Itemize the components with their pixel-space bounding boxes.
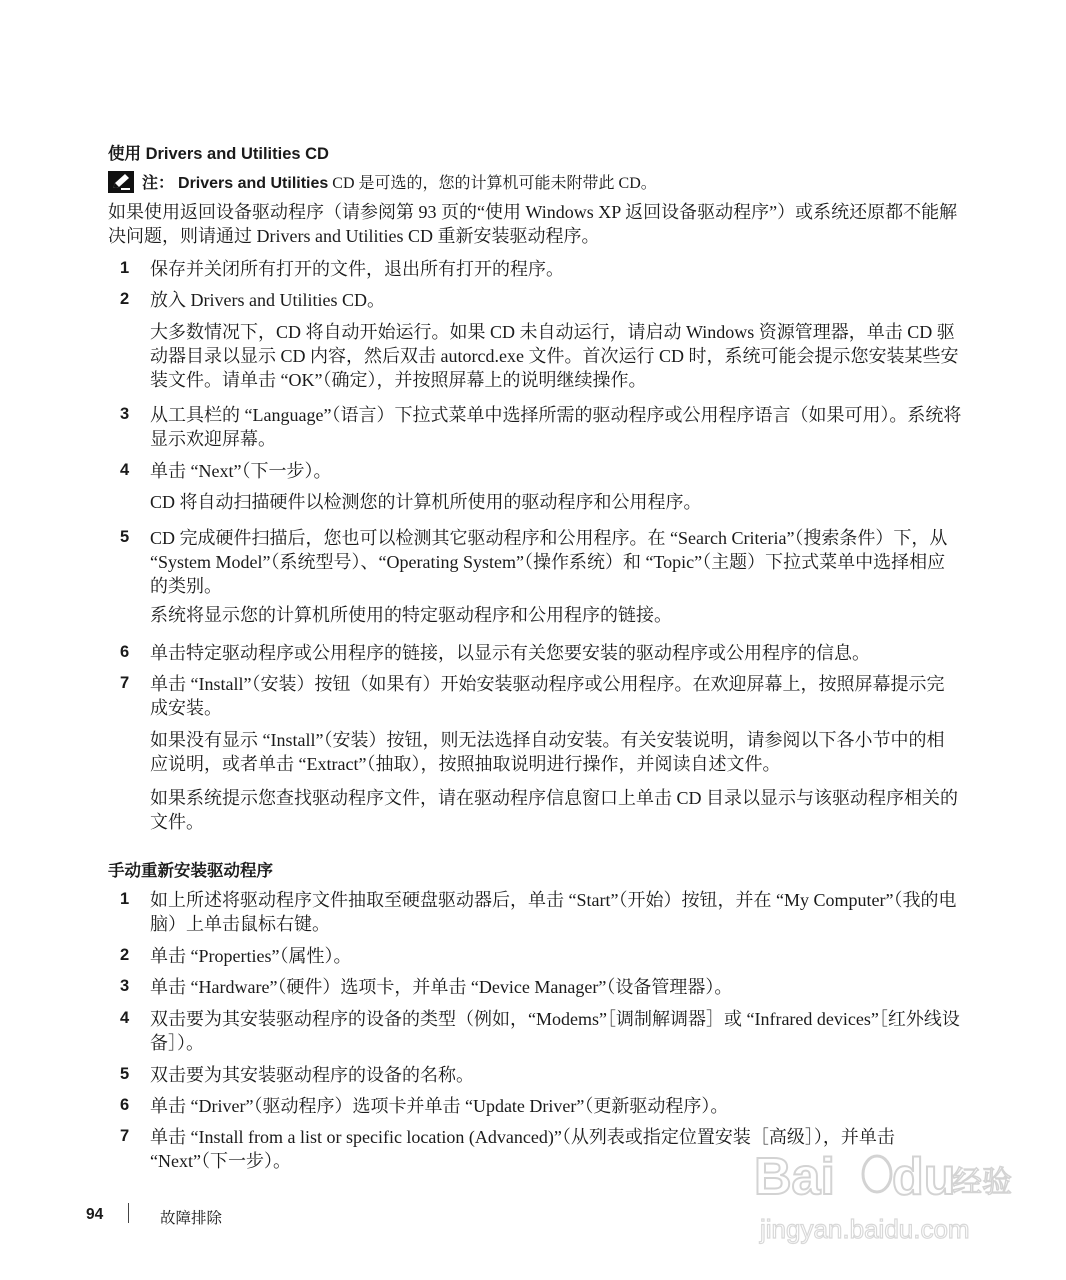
step-text: 如上所述将驱动程序文件抽取至硬盘驱动器后，单击 “Start”（开始）按钮，并在 “My Computer”（我的电脑）上单击鼠标右键。 <box>150 890 957 934</box>
step-number: 6 <box>120 643 130 661</box>
step-number: 4 <box>120 1009 130 1027</box>
baidu-jingyan-watermark-icon <box>752 1132 1012 1252</box>
page-number: 94 <box>86 1206 104 1223</box>
step-subparagraph: CD 将自动扫描硬件以检测您的计算机所使用的驱动程序和公用程序。 <box>150 492 702 512</box>
step-number: 7 <box>120 674 130 692</box>
note-box <box>108 170 657 193</box>
step-text: 放入 Drivers and Utilities CD。 <box>150 290 385 310</box>
step-text: 双击要为其安装驱动程序的设备的类型（例如，“Modems”［调制解调器］或 “Infrared devices”［红外线设备］）。 <box>150 1009 960 1053</box>
step-text: 单击 “Hardware”（硬件）选项卡，并单击 “Device Manager”（设备管理器）。 <box>150 977 733 997</box>
step-text: 单击特定驱动程序或公用程序的链接，以显示有关您要安装的驱动程序或公用程序的信息。 <box>150 643 870 663</box>
step-text: 单击 “Driver”（驱动程序）选项卡并单击 “Update Driver”（更新驱动程序）。 <box>150 1096 729 1116</box>
step-text: 单击 “Properties”（属性）。 <box>150 946 352 966</box>
step-number: 6 <box>120 1096 130 1114</box>
svg-text:Bai: Bai <box>754 1148 835 1206</box>
svg-text:jingyan.baidu.com: jingyan.baidu.com <box>760 1214 970 1244</box>
note-strong-text: Drivers and Utilities <box>178 175 329 192</box>
step-number: 5 <box>120 1065 130 1083</box>
step-text: 单击 “Install”（安装）按钮（如果有）开始安装驱动程序或公用程序。在欢迎屏幕上，按照屏幕提示完成安装。 <box>150 674 945 718</box>
step-text: CD 完成硬件扫描后，您也可以检测其它驱动程序和公用程序。在 “Search Criteria”（搜索条件）下，从 “System Model”（系统型号）、“Operating System”（操作系统）和 “Topic”（主题）下拉式菜单中选择相应的类别。 <box>150 528 948 596</box>
step-text: 从工具栏的 “Language”（语言）下拉式菜单中选择所需的驱动程序或公用程序语言（如果可用）。系统将显示欢迎屏幕。 <box>150 405 962 449</box>
step-subparagraph: 如果系统提示您查找驱动程序文件，请在驱动程序信息窗口上单击 CD 目录以显示与该驱动程序相关的文件。 <box>150 788 959 832</box>
note-text: CD 是可选的，您的计算机可能未附带此 CD。 <box>328 175 657 192</box>
pencil-note-icon <box>108 171 134 193</box>
step-subparagraph: 大多数情况下，CD 将自动开始运行。如果 CD 未自动运行，请启动 Windows 资源管理器，单击 CD 驱动器目录以显示 CD 内容，然后双击 autorcd.exe 文件。首次运行 CD 时，系统可能会提示您安装某些安装文件。请单击 “OK”（确定），并按照屏幕上的说明继续操作。 <box>150 322 959 390</box>
step-text: 单击 “Install from a list or specific location (Advanced)”（从列表或指定位置安装［高级］），并单击 “Next”（下一步）。 <box>150 1127 895 1171</box>
step-text: 双击要为其安装驱动程序的设备的名称。 <box>150 1065 474 1085</box>
intro-paragraph: 如果使用返回设备驱动程序（请参阅第 93 页的“使用 Windows XP 返回设备驱动程序”）或系统还原都不能解决问题，则请通过 Drivers and Utilities CD 重新安装驱动程序。 <box>108 202 958 246</box>
step-number: 4 <box>120 461 130 479</box>
step-number: 2 <box>120 946 130 964</box>
step-subparagraph: 如果没有显示 “Install”（安装）按钮，则无法选择自动安装。有关安装说明，请参阅以下各小节中的相应说明，或者单击 “Extract”（抽取），按照抽取说明进行操作，并阅读自述文件。 <box>150 730 945 774</box>
step-number: 1 <box>120 259 130 277</box>
step-text: 保存并关闭所有打开的文件，退出所有打开的程序。 <box>150 259 564 279</box>
step-number: 1 <box>120 890 130 908</box>
step-text: 单击 “Next”（下一步）。 <box>150 461 332 481</box>
step-subparagraph: 系统将显示您的计算机所使用的特定驱动程序和公用程序的链接。 <box>150 605 672 625</box>
step-number: 3 <box>120 977 130 995</box>
svg-text:经验: 经验 <box>952 1165 1012 1200</box>
section-title-drivers-cd: 使用 Drivers and Utilities CD <box>108 145 329 163</box>
step-number: 2 <box>120 290 130 308</box>
footer-divider <box>128 1203 129 1223</box>
step-number: 3 <box>120 405 130 423</box>
chapter-title: 故障排除 <box>160 1210 223 1227</box>
step-number: 7 <box>120 1127 130 1145</box>
svg-text:du: du <box>892 1148 956 1206</box>
step-number: 5 <box>120 528 130 546</box>
section-title-manual-reinstall: 手动重新安装驱动程序 <box>108 862 273 880</box>
note-label: 注： <box>142 175 175 192</box>
